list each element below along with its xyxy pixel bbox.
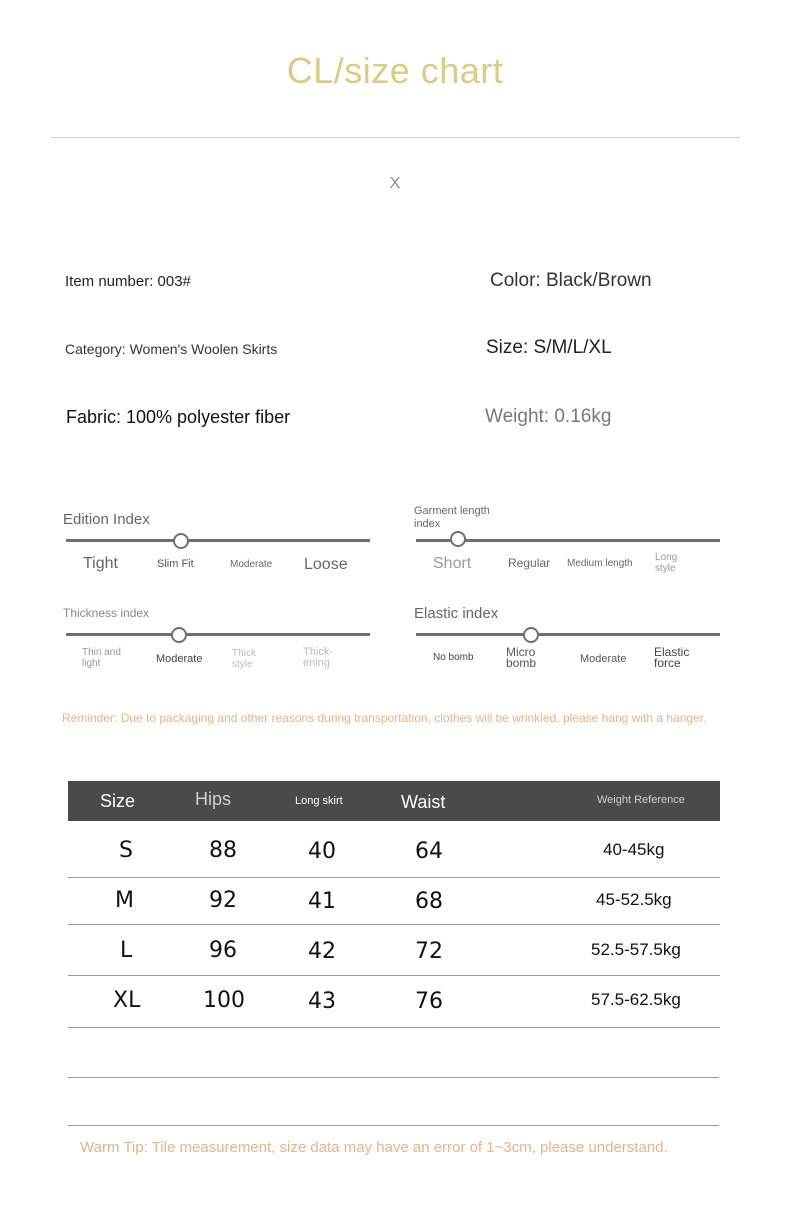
cell-size: XL: [113, 988, 141, 1013]
cell-weight: 45-52.5kg: [596, 890, 672, 909]
category-info: Category: Women's Woolen Skirts: [65, 341, 278, 357]
thickness-index-title: Thickness index: [63, 606, 150, 620]
cell-waist: 64: [415, 839, 443, 864]
edition-option-moderate: Moderate: [230, 559, 273, 570]
elastic-index-title: Elastic index: [414, 605, 499, 622]
cell-size: M: [115, 888, 134, 913]
header-waist: Waist: [401, 792, 446, 812]
cell-long-skirt: 42: [308, 939, 336, 964]
fabric-info: Fabric: 100% polyester fiber: [66, 407, 291, 427]
elastic-option-no-bomb: No bomb: [433, 652, 474, 663]
weight-info: Weight: 0.16kg: [485, 406, 612, 427]
edition-option-slim-fit: Slim Fit: [157, 558, 194, 570]
reminder-note: Reminder: Due to packaging and other reasons during transportation, clothes will be wrinkled, please hang with a hanger.: [62, 711, 707, 725]
elastic-option-micro-bomb: Micro bomb: [506, 645, 537, 670]
cell-hips: 92: [209, 888, 237, 913]
elastic-option-elastic-force: Elastic force: [654, 645, 690, 670]
cell-size: S: [119, 838, 133, 863]
cell-size: L: [120, 938, 133, 963]
thickness-index-track: [66, 633, 370, 636]
cell-weight: 52.5-57.5kg: [591, 940, 681, 959]
header-hips: Hips: [195, 789, 232, 809]
garment-option-short: Short: [433, 555, 472, 572]
edition-index-track: [66, 539, 370, 542]
header-size: Size: [100, 791, 136, 811]
cell-long-skirt: 43: [308, 989, 336, 1014]
row-divider: [68, 1125, 719, 1126]
row-divider: [68, 924, 720, 925]
cell-waist: 72: [415, 939, 443, 964]
header-weight-reference: Weight Reference: [597, 794, 685, 806]
page-title: CL/size chart: [286, 50, 504, 91]
item-number: Item number: 003#: [65, 273, 191, 290]
cell-long-skirt: 40: [308, 839, 336, 864]
cell-weight: 57.5-62.5kg: [591, 990, 681, 1009]
size-info: Size: S/M/L/XL: [486, 337, 612, 358]
row-divider: [68, 1077, 719, 1078]
edition-option-tight: Tight: [83, 555, 118, 572]
elastic-option-moderate: Moderate: [580, 653, 627, 665]
warm-tip: Warm Tip: Tile measurement, size data may have an error of 1~3cm, please understand.: [80, 1139, 668, 1156]
thickness-option-thick-style: Thick style: [232, 648, 256, 670]
cell-hips: 96: [209, 938, 237, 963]
header-divider: [51, 137, 740, 138]
garment-length-title: Garment length index: [414, 505, 490, 530]
close-mark: X: [389, 175, 401, 192]
garment-option-long-style: Long style: [655, 552, 678, 574]
cell-waist: 76: [415, 989, 443, 1014]
cell-hips: 88: [209, 838, 237, 863]
edition-option-loose: Loose: [304, 556, 348, 573]
row-divider: [68, 975, 720, 976]
edition-index-title: Edition Index: [63, 511, 150, 528]
row-divider: [68, 1027, 720, 1028]
edition-index-knob: [173, 533, 189, 549]
cell-hips: 100: [203, 988, 245, 1013]
cell-weight: 40-45kg: [603, 840, 665, 859]
thickness-option-thin-and-light: Thin and light: [82, 647, 121, 669]
color-info: Color: Black/Brown: [490, 270, 652, 291]
cell-waist: 68: [415, 889, 443, 914]
garment-length-knob: [450, 531, 466, 547]
elastic-index-knob: [523, 627, 539, 643]
thickness-index-knob: [171, 627, 187, 643]
cell-long-skirt: 41: [308, 889, 336, 914]
header-long-skirt: Long skirt: [295, 795, 343, 807]
row-divider: [68, 877, 720, 878]
thickness-option-moderate: Moderate: [156, 653, 203, 665]
elastic-index-track: [416, 633, 720, 636]
garment-option-medium-length: Medium length: [567, 558, 633, 569]
garment-option-regular: Regular: [508, 556, 551, 570]
thickness-option-thickening: Thick- ening: [303, 646, 333, 669]
